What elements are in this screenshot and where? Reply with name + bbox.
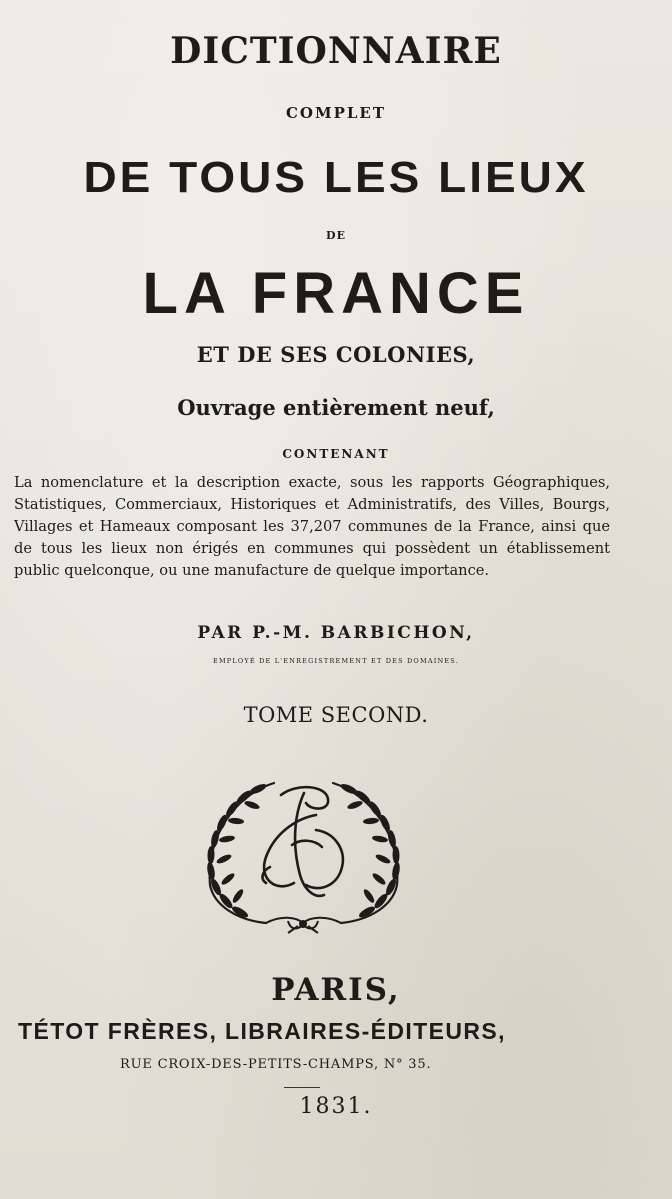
laurel-monogram-icon [196,775,411,935]
subtitle-colonies: ET DE SES COLONIES, [196,342,476,367]
title-de-tous-les-lieux: DE TOUS LES LIEUX [83,152,589,202]
title-de: DE [326,229,346,242]
contenant-label: CONTENANT [282,447,390,461]
year-label: 1831. [299,1094,373,1119]
subtitle-ouvrage: Ouvrage entièrement neuf, [177,395,495,420]
divider-rule [284,1087,320,1088]
title-dictionnaire: DICTIONNAIRE [170,30,502,72]
publisher-line: TÉTOT FRÈRES, LIBRAIRES-ÉDITEURS, [18,1018,506,1044]
volume-label: TOME SECOND. [243,703,429,727]
title-la-france: LA FRANCE [142,261,530,326]
author-line: PAR P.-M. BARBICHON, [197,623,475,643]
title-complet: COMPLET [285,104,387,122]
author-role: EMPLOYÉ DE L'ENREGISTREMENT ET DES DOMAINES. [213,657,459,665]
city-label: PARIS, [271,972,401,1008]
description-paragraph: La nomenclature et la description exacte, sous les rapports Géographiques, Statistiques, Commerciaux, Historiques et Administratifs, des Villes, Bourgs, Villages et Hameaux composant les 37,207 communes de la France, ainsi que de tous les lieux non érigés en communes qui possèdent un établissement public quelconque, ou une manufacture de quelque importance. [14,474,610,579]
address-line: RUE CROIX-DES-PETITS-CHAMPS, N° 35. [120,1057,432,1072]
